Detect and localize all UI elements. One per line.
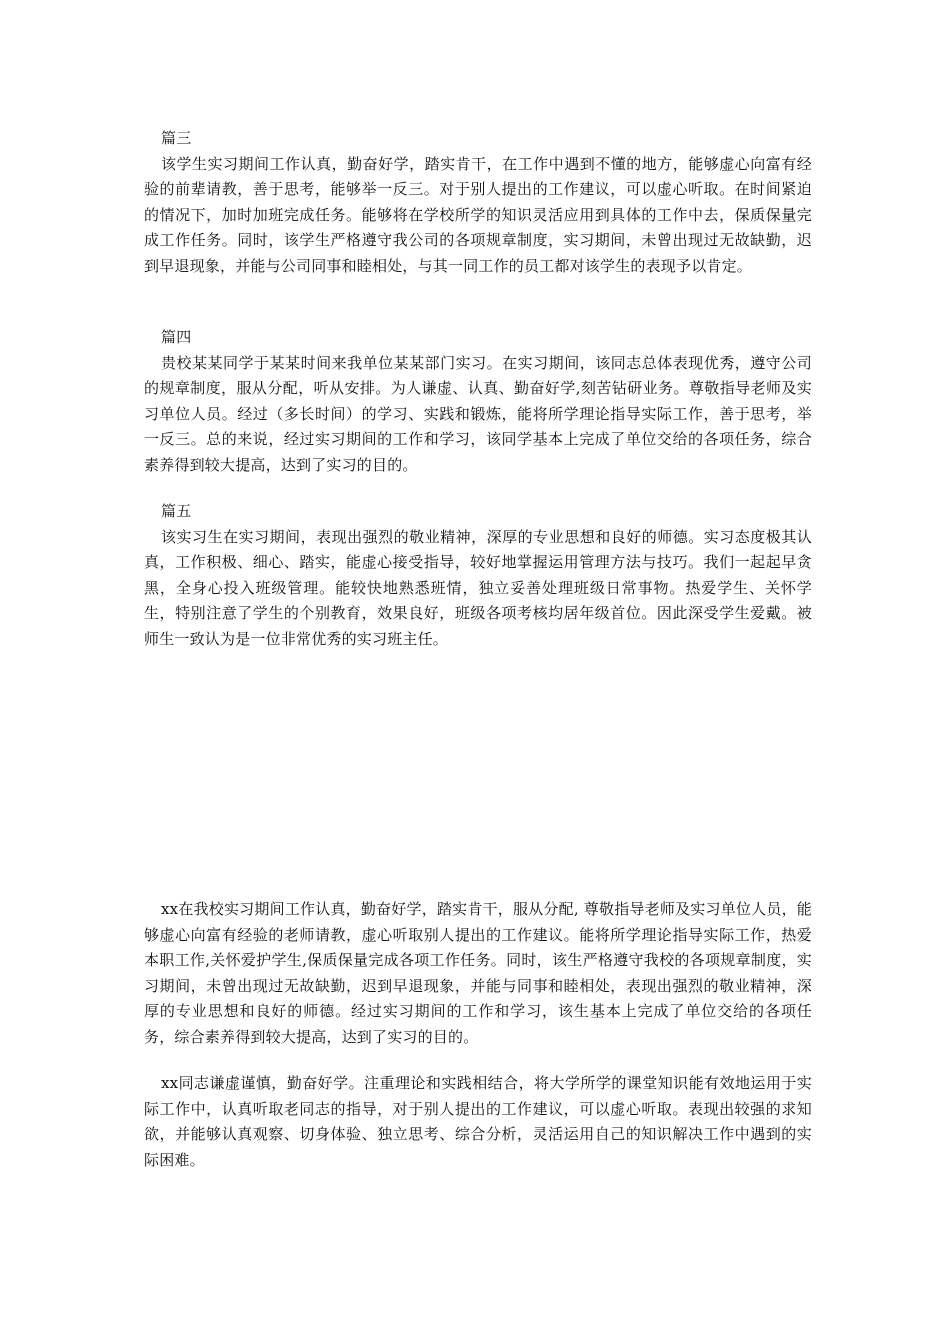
extra-paragraph-2-body: xx同志谦虚谨慎，勤奋好学。注重理论和实践相结合，将大学所学的课堂知识能有效地运用于实际工作中，认真听取老同志的指导，对于别人提出的工作建议，可以虚心听取。表现出较强的求知欲，并能够认真观察、切身体验、独立思考、综合分析，灵活运用自己的知识解决工作中遇到的实际困难。 xyxy=(144,1074,812,1169)
extra-paragraph-1 xyxy=(144,897,812,1051)
section-4 xyxy=(144,325,812,479)
section-3 xyxy=(144,126,812,280)
section-5-body: 该实习生在实习期间，表现出强烈的敬业精神，深厚的专业思想和良好的师德。实习态度极其认真，工作积极、细心、踏实，能虚心接受指导，较好地掌握运用管理方法与技巧。我们一起起早贪黑，全身心投入班级管理。能较快地熟悉班情，独立妥善处理班级日常事物。热爱学生、关怀学生，特别注意了学生的个别教育，效果良好，班级各项考核均居年级首位。因此深受学生爱戴。被师生一致认为是一位非常优秀的实习班主任。 xyxy=(144,527,812,648)
extra-paragraph-2 xyxy=(144,1071,812,1173)
section-4-heading: 篇四 xyxy=(161,328,192,346)
extra-paragraph-1-body: xx在我校实习期间工作认真，勤奋好学，踏实肯干，服从分配, 尊敬指导老师及实习单位人员，能够虚心向富有经验的老师请教，虚心听取别人提出的工作建议。能将所学理论指导实际工作，热爱本职工作,关怀爱护学生,保质保量完成各项工作任务。同时，该生严格遵守我校的各项规章制度，实习期间，未曾出现过无故缺勤，迟到早退现象，并能与同事和睦相处，表现出强烈的敬业精神，深厚的专业思想和良好的师德。经过实习期间的工作和学习，该生基本上完成了单位交给的各项任务，综合素养得到较大提高，达到了实习的目的。 xyxy=(144,900,812,1046)
section-4-body: 贵校某某同学于某某时间来我单位某某部门实习。在实习期间，该同志总体表现优秀，遵守公司的规章制度，服从分配，听从安排。为人谦虚、认真、勤奋好学,刻苦钻研业务。尊敬指导老师及实习单位人员。经过（多长时间）的学习、实践和锻炼，能将所学理论指导实际工作，善于思考，举一反三。总的来说，经过实习期间的工作和学习，该同学基本上完成了单位交给的各项任务，综合素养得到较大提高，达到了实习的目的。 xyxy=(144,353,812,474)
section-3-body: 该学生实习期间工作认真，勤奋好学，踏实肯干，在工作中遇到不懂的地方，能够虚心向富有经验的前辈请教，善于思考，能够举一反三。对于别人提出的工作建议，可以虚心听取。在时间紧迫的情况下，加时加班完成任务。能够将在学校所学的知识灵活应用到具体的工作中去，保质保量完成工作任务。同时，该学生严格遵守我公司的各项规章制度，实习期间，未曾出现过无故缺勤，迟到早退现象，并能与公司同事和睦相处，与其一同工作的员工都对该学生的表现予以肯定。 xyxy=(144,154,812,275)
section-5-heading: 篇五 xyxy=(161,502,192,520)
section-5 xyxy=(144,499,812,653)
section-3-heading: 篇三 xyxy=(161,129,192,147)
